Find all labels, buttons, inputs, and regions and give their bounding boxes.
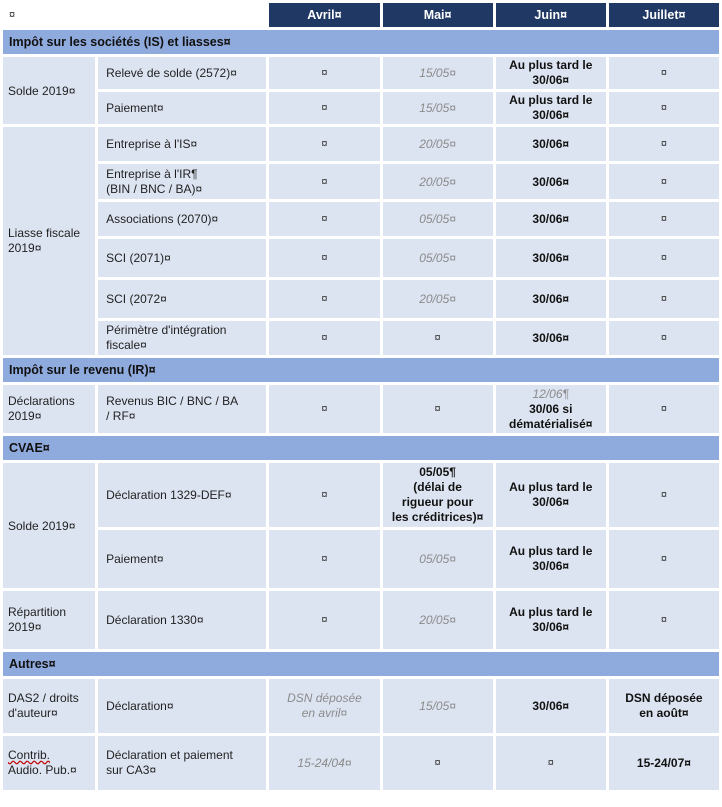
group-liasse-fiscale xyxy=(3,127,95,355)
table-row xyxy=(3,57,719,89)
cell-avril: 15-24/04¤ xyxy=(269,736,379,790)
cell-mai: 05/05¤ xyxy=(383,202,493,236)
cell-juin-line1: Au plus tard le xyxy=(509,544,593,558)
row-label xyxy=(98,736,266,790)
spellcheck-word: Contrib. xyxy=(8,748,51,762)
cell-juin-line2: 30/06 si xyxy=(529,401,573,416)
cell-juillet: ¤ xyxy=(609,591,719,649)
row-label: Paiement¤ xyxy=(98,530,266,588)
table-row xyxy=(3,530,719,588)
row-label-line1: Déclaration et paiement xyxy=(106,748,233,762)
row-label-line2: sur CA3¤ xyxy=(106,763,157,777)
row-label: Relevé de solde (2572)¤ xyxy=(98,57,266,89)
table-row xyxy=(3,92,719,124)
cell-juillet: ¤ xyxy=(609,385,719,433)
cell-juillet: ¤ xyxy=(609,321,719,355)
table-row xyxy=(3,127,719,161)
cell-juin-line1: Au plus tard le xyxy=(509,58,593,72)
cell-juin xyxy=(496,530,606,588)
cell-juin: 30/06¤ xyxy=(496,239,606,277)
cell-avril: ¤ xyxy=(269,202,379,236)
cell-juin xyxy=(496,57,606,89)
cell-avril: ¤ xyxy=(269,463,379,527)
section-row-ir xyxy=(3,358,719,382)
group-repart-line1: Répartition xyxy=(8,605,67,619)
row-label-line2: / RF¤ xyxy=(106,409,136,423)
group-contrib-line1 xyxy=(8,748,91,763)
cell-juin-line2: 30/06¤ xyxy=(532,108,570,122)
section-autres-title: Autres¤ xyxy=(3,652,719,676)
group-cvae-solde-2019: Solde 2019¤ xyxy=(3,463,95,588)
table-row xyxy=(3,280,719,318)
cell-juin: 30/06¤ xyxy=(496,164,606,199)
cell-mai: 15/05¤ xyxy=(383,679,493,733)
cell-juin-line1: Au plus tard le xyxy=(509,93,593,107)
row-label: Déclaration 1330¤ xyxy=(98,591,266,649)
group-liasse-line1: Liasse fiscale xyxy=(8,226,81,240)
cell-juillet: ¤ xyxy=(609,239,719,277)
cell-avril xyxy=(269,679,379,733)
row-label xyxy=(98,321,266,355)
cell-avril: ¤ xyxy=(269,239,379,277)
row-label xyxy=(98,385,266,433)
cell-juin: 30/06¤ xyxy=(496,679,606,733)
group-liasse-line2: 2019¤ xyxy=(8,241,42,255)
table-row xyxy=(3,321,719,355)
month-juillet: Juillet¤ xyxy=(609,3,719,27)
table-row xyxy=(3,591,719,649)
cell-mai: 05/05¤ xyxy=(383,530,493,588)
cell-juillet: ¤ xyxy=(609,57,719,89)
table-row xyxy=(3,164,719,199)
group-das2 xyxy=(3,679,95,733)
section-cvae-title: CVAE¤ xyxy=(3,436,719,460)
cell-juin: 30/06¤ xyxy=(496,127,606,161)
group-decl-line2: 2019¤ xyxy=(8,409,42,423)
cell-juillet: ¤ xyxy=(609,127,719,161)
group-decl-line1: Déclarations xyxy=(8,394,75,408)
row-label xyxy=(98,164,266,199)
cell-juin-line2: 30/06¤ xyxy=(532,495,570,509)
cell-juillet: ¤ xyxy=(609,202,719,236)
cell-juillet: ¤ xyxy=(609,92,719,124)
cell-avril: ¤ xyxy=(269,57,379,89)
cell-avril: ¤ xyxy=(269,92,379,124)
cell-juin: 30/06¤ xyxy=(496,280,606,318)
cell-mai: 20/05¤ xyxy=(383,127,493,161)
row-label: Déclaration¤ xyxy=(98,679,266,733)
row-label-line1: Revenus BIC / BNC / BA xyxy=(106,394,239,408)
cell-mai: 15/05¤ xyxy=(383,57,493,89)
group-solde-2019: Solde 2019¤ xyxy=(3,57,95,124)
cell-avril: ¤ xyxy=(269,530,379,588)
cell-mai: 15/05¤ xyxy=(383,92,493,124)
section-row-is xyxy=(3,30,719,54)
cell-juillet: 15-24/07¤ xyxy=(609,736,719,790)
cell-juin-line1: Au plus tard le xyxy=(509,605,593,619)
section-is-title: Impôt sur les sociétés (IS) et liasses¤ xyxy=(3,30,719,54)
cell-avril-line2: en avril¤ xyxy=(301,706,348,720)
cell-mai: 05/05¤ xyxy=(383,239,493,277)
cell-juin xyxy=(496,591,606,649)
cell-avril: ¤ xyxy=(269,385,379,433)
cell-mai-line1: 05/05¶ xyxy=(419,465,456,479)
row-label: Entreprise à l'IS¤ xyxy=(98,127,266,161)
cell-mai-line3: rigueur pour xyxy=(401,495,474,509)
row-label-line2: (BIN / BNC / BA)¤ xyxy=(106,181,203,196)
cell-juin: 30/06¤ xyxy=(496,202,606,236)
group-das2-line2: d'auteur¤ xyxy=(8,706,58,720)
cell-juin: 30/06¤ xyxy=(496,321,606,355)
cell-avril-line1: DSN déposée xyxy=(287,691,362,705)
cell-juin: ¤ xyxy=(496,736,606,790)
cell-mai: 20/05¤ xyxy=(383,591,493,649)
month-juin: Juin¤ xyxy=(496,3,606,27)
cell-avril: ¤ xyxy=(269,280,379,318)
cell-juin-line2: 30/06¤ xyxy=(532,620,570,634)
table-row xyxy=(3,385,719,433)
row-label: Déclaration 1329-DEF¤ xyxy=(98,463,266,527)
cell-juillet: ¤ xyxy=(609,463,719,527)
cell-juin-line1: 12/06¶ xyxy=(532,386,569,401)
month-mai: Mai¤ xyxy=(383,3,493,27)
section-row-autres xyxy=(3,652,719,676)
group-das2-line1: DAS2 / droits xyxy=(8,691,79,705)
header-corner: ¤ xyxy=(3,3,266,27)
cell-mai: 20/05¤ xyxy=(383,280,493,318)
cell-juin-line2: 30/06¤ xyxy=(532,559,570,573)
group-declarations-2019 xyxy=(3,385,95,433)
cell-juillet-line1: DSN déposée xyxy=(625,691,703,705)
group-repartition-2019 xyxy=(3,591,95,649)
group-contrib-line2: Audio. Pub.¤ xyxy=(8,763,77,777)
cell-avril: ¤ xyxy=(269,321,379,355)
cell-mai: ¤ xyxy=(383,385,493,433)
cell-mai xyxy=(383,463,493,527)
row-label: Associations (2070)¤ xyxy=(98,202,266,236)
header-row xyxy=(3,3,719,27)
section-row-cvae xyxy=(3,436,719,460)
table-row xyxy=(3,679,719,733)
cell-juin xyxy=(496,385,606,433)
cell-mai-line2: (délai de xyxy=(413,480,462,494)
row-label: SCI (2071)¤ xyxy=(98,239,266,277)
cell-juin-line1: Au plus tard le xyxy=(509,480,593,494)
row-label-line1: Périmètre d'intégration xyxy=(106,323,227,337)
cell-juin xyxy=(496,92,606,124)
table-row xyxy=(3,463,719,527)
row-label: Paiement¤ xyxy=(98,92,266,124)
cell-juillet xyxy=(609,679,719,733)
cell-juin-line2: 30/06¤ xyxy=(532,73,570,87)
table-row xyxy=(3,736,719,790)
cell-juin-line3: dématérialisé¤ xyxy=(509,416,593,431)
group-contrib-audio-pub xyxy=(3,736,95,790)
group-repart-line2: 2019¤ xyxy=(8,620,42,634)
cell-mai-line4: les créditrices)¤ xyxy=(391,510,484,524)
row-label-line2: fiscale¤ xyxy=(106,338,147,352)
cell-juillet: ¤ xyxy=(609,280,719,318)
cell-juillet-line2: en août¤ xyxy=(639,706,689,720)
cell-avril: ¤ xyxy=(269,164,379,199)
table-row xyxy=(3,239,719,277)
cell-juillet: ¤ xyxy=(609,164,719,199)
cell-avril: ¤ xyxy=(269,591,379,649)
row-label: SCI (2072¤ xyxy=(98,280,266,318)
row-label-line1: Entreprise à l'IR¶ xyxy=(106,166,198,181)
cell-mai: ¤ xyxy=(383,321,493,355)
cell-avril: ¤ xyxy=(269,127,379,161)
cell-juin xyxy=(496,463,606,527)
cell-mai: ¤ xyxy=(383,736,493,790)
cell-juillet: ¤ xyxy=(609,530,719,588)
table-row xyxy=(3,202,719,236)
cell-mai: 20/05¤ xyxy=(383,164,493,199)
month-avril: Avril¤ xyxy=(269,3,379,27)
section-ir-title: Impôt sur le revenu (IR)¤ xyxy=(3,358,719,382)
